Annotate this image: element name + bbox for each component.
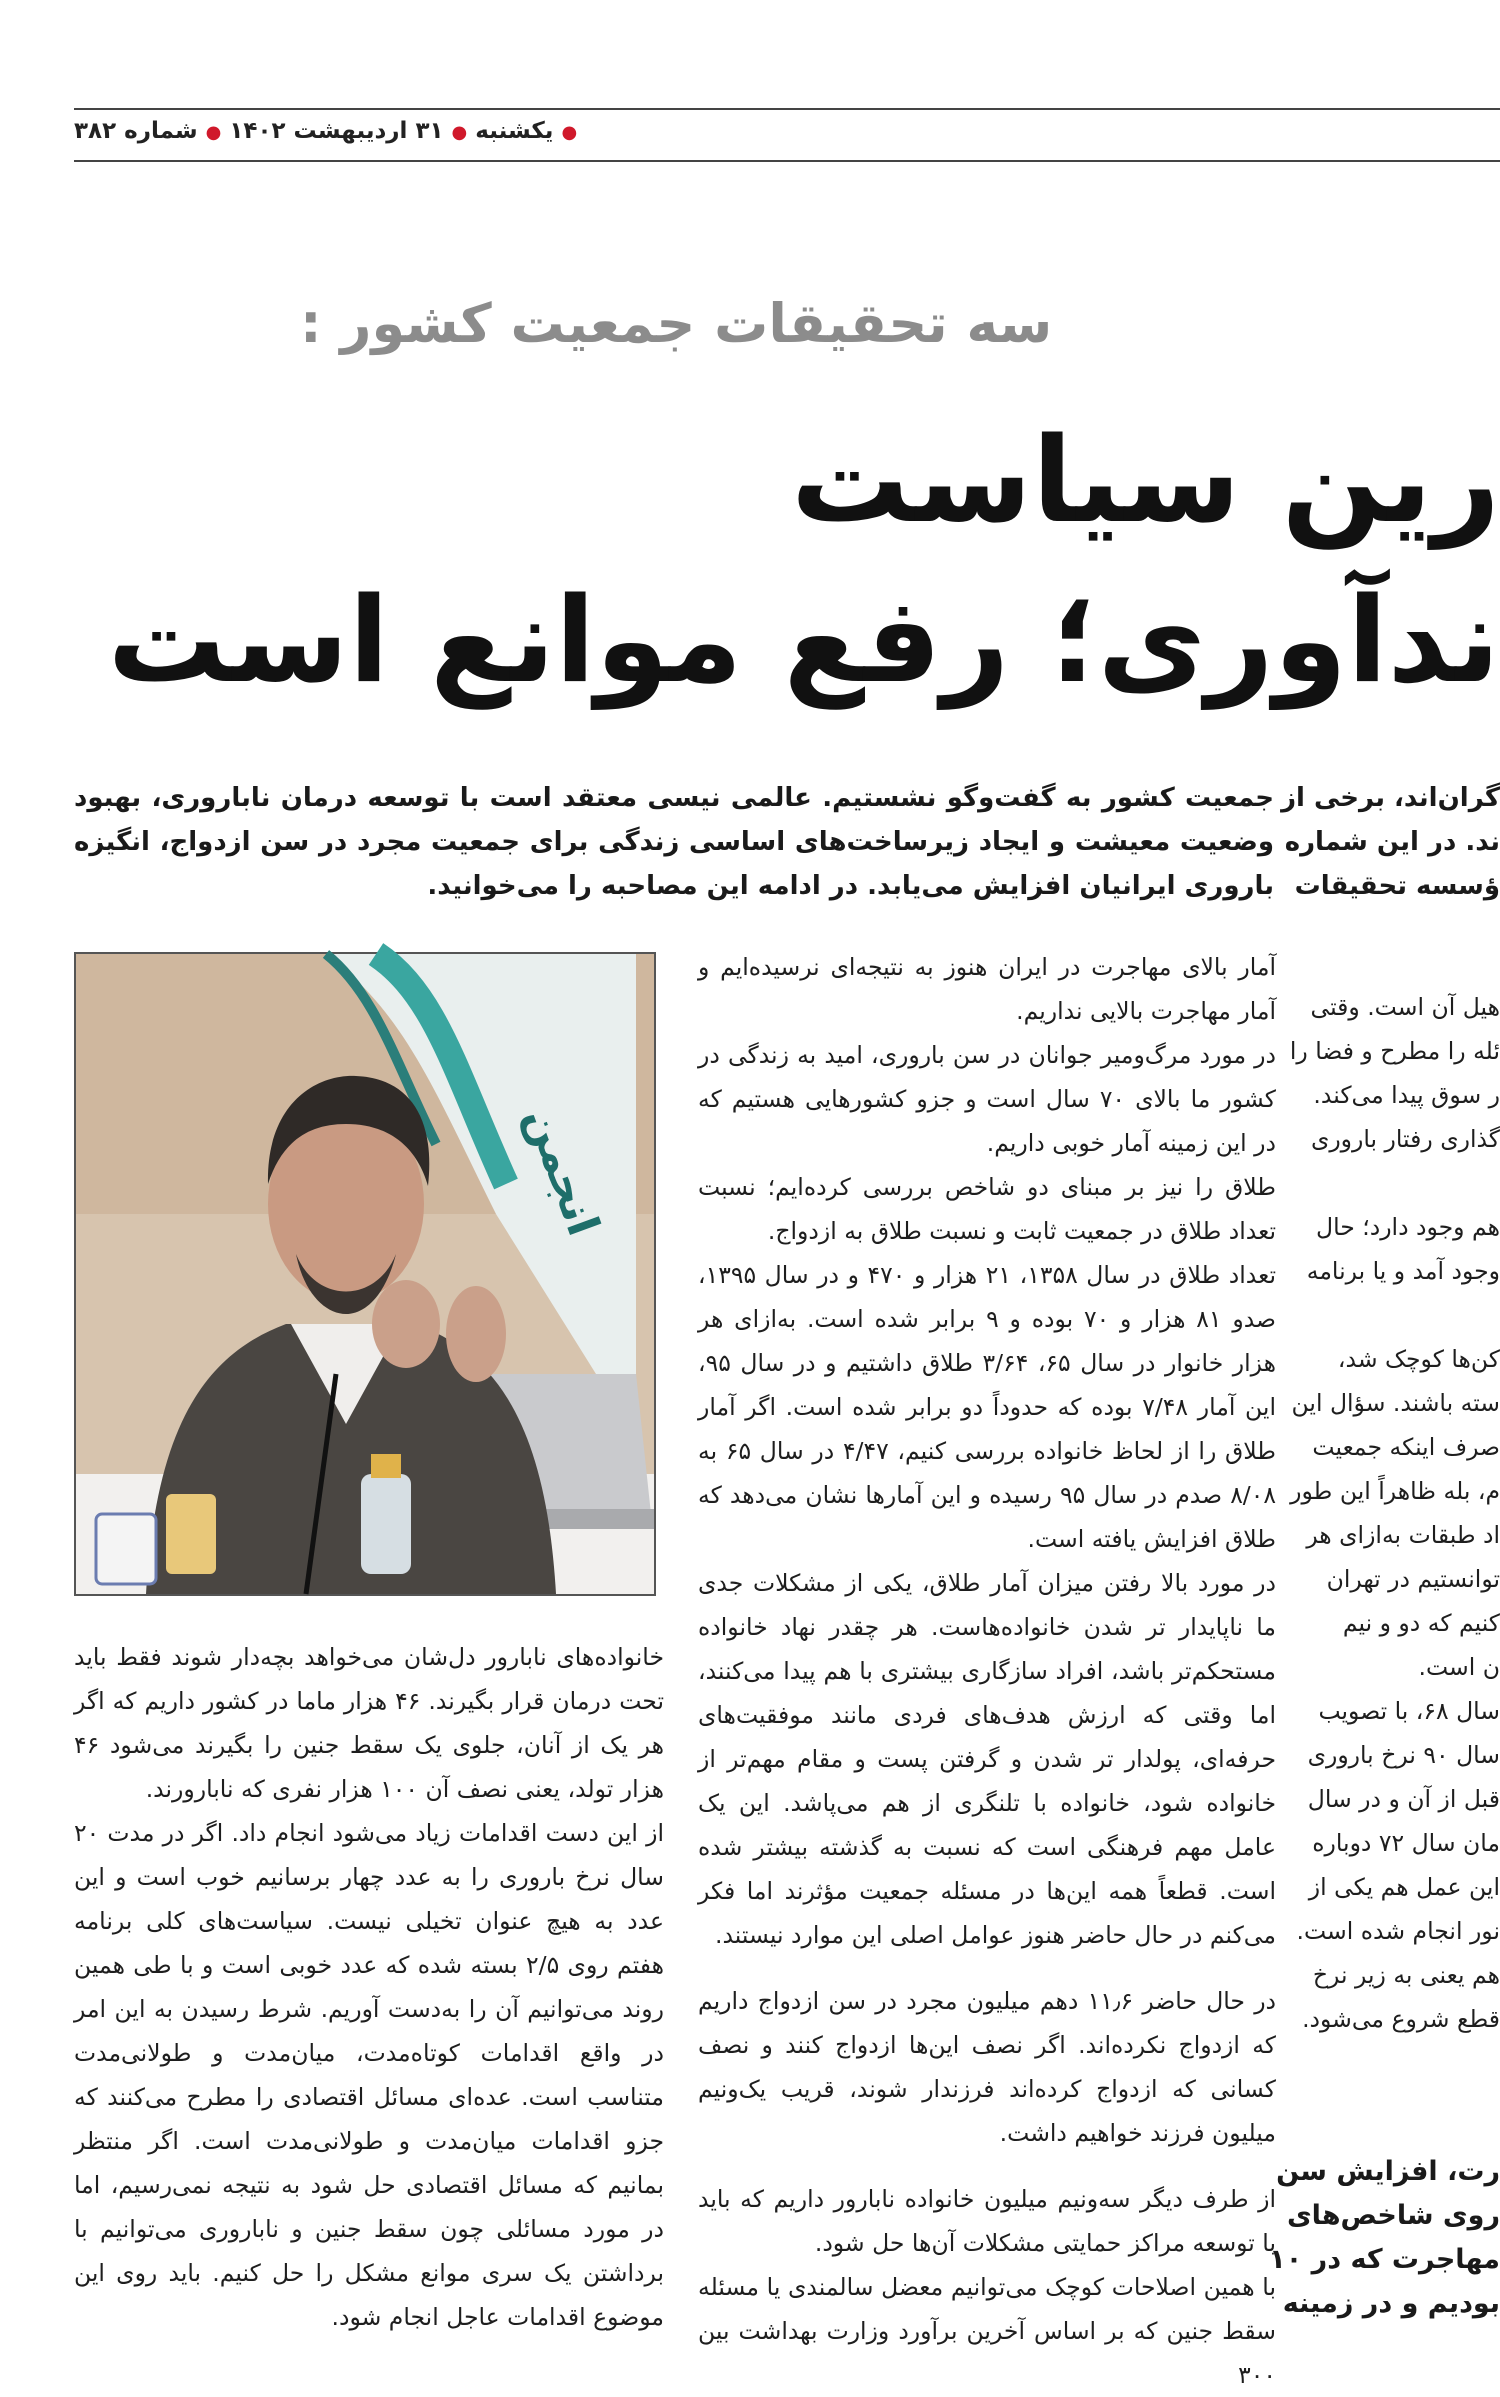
paragraph: در حال حاضر ۱۱٫۶ دهم میلیون مجرد در سن ازدواج داریم که ازدواج نکرده‌اند. اگر نصف این‌ها ازدواج کنند و نصف کسانی که ازدواج کرده‌اند فرزندار شوند، قریب یک‌ونیم میلیون فرزند خواهیم داشت. <box>698 1987 1277 2147</box>
paragraph: تعداد طلاق در سال ۱۳۵۸، ۲۱ هزار و ۴۷۰ و در سال ۱۳۹۵، صدو ۸۱ هزار و ۷۰ بوده و ۹ برابر شده است. به‌ازای هر هزار خانوار در سال ۶۵، ۳/۶۴ طلاق داشتیم و در سال ۹۵، این آمار ۷/۴۸ بوده که حدوداً دو برابر شده است. اگر آمار طلاق را از لحاظ خانواده بررسی کنیم، ۴/۴۷ در سال ۶۵ به ۸/۰۸ صدم در سال ۹۵ رسیده و این آمارها نشان می‌دهد که طلاق افزایش یافته است. <box>698 1261 1277 1553</box>
fragment-line: ن است. <box>1418 1653 1500 1681</box>
folio-day: یکشنبه <box>475 118 554 144</box>
lead-side-line: ند. در این شماره <box>1284 827 1500 857</box>
paragraph: آمار بالای مهاجرت در ایران هنوز به نتیجه‌ای نرسیده‌ایم و آمار مهاجرت بالایی نداریم. <box>698 953 1276 1025</box>
paragraph: از این دست اقدامات زیاد می‌شود انجام داد. اگر در مدت ۲۰ سال نرخ باروری را به عدد چهار برسانیم خوب است و این عدد به هیچ عنوان تخیلی نیست. سیاست‌های کلی برنامه هفتم روی ۲/۵ بسته شده که عدد خوبی است و با طی همین روند می‌توانیم آن را به‌دست آوریم. شرط رسیدن به این امر در واقع اقدامات کوتاه‌مدت، میان‌مدت و طولانی‌مدت متناسب است. عده‌ای مسائل اقتصادی را مطرح می‌کنند که جزو اقدامات میان‌مدت و طولانی‌مدت است. اگر منتظر بمانیم که مسائل اقتصادی حل شود به نتیجه نمی‌رسیم، اما در مورد مسائلی چون سقط جنین و ناباروری می‌توانیم با برداشتن یک سری موانع مشکل را حل کنیم. باید روی این موضوع اقدامات عاجل انجام شود. <box>74 1819 665 2331</box>
photo-illustration <box>76 954 654 1594</box>
fragment-line: قبل از آن و در سال <box>1307 1785 1500 1813</box>
fragment-line: هم وجود دارد؛ حال <box>1316 1213 1500 1241</box>
paragraph: در مورد بالا رفتن میزان آمار طلاق، یکی از مشکلات جدی ما ناپایدار تر شدن خانواده‌هاست. هر چقدر نهاد خانواده مستحکم‌تر باشد، افراد سازگاری بیشتری با هم پیدا می‌کنند، اما وقتی که ارزش هدف‌های فردی مانند موفقیت‌های حرفه‌ای، پولدار تر شدن و گرفتن پست و مقام مهم‌تر از خانواده شود، خانواده با تلنگری از هم می‌پاشد. این یک عامل مهم فرهنگی است که نسبت به گذشته بیشتر شده است. قطعاً همه این‌ها در مسئله جمعیت مؤثرند اما فکر می‌کنم در حال حاضر هنوز عوامل اصلی این موارد نیستند. <box>698 1569 1276 1949</box>
header-top-rule <box>74 108 1500 110</box>
headline-line-1: رین سیاست <box>791 411 1500 549</box>
fragment-line: ر سوق پیدا می‌کند. <box>1313 1081 1500 1109</box>
bullet-icon: ● <box>451 122 468 143</box>
fragment-line: صرف اینکه جمعیت <box>1312 1433 1500 1461</box>
paragraph: خانواده‌های نابارور دل‌شان می‌خواهد بچه‌دار شوند فقط باید تحت درمان قرار بگیرند. ۴۶ هزار ماما در کشور داریم که اگر هر یک از آنان، جلوی یک سقط جنین را بگیرند می‌شود ۴۶ هزار تولد، یعنی نصف آن ۱۰۰ هزار نفری که نابارورند. <box>74 1643 665 1803</box>
headline-line-2: ندآوری؛ رفع موانع است <box>107 571 1500 709</box>
fragment-line: وجود آمد و یا برنامه <box>1306 1257 1500 1285</box>
fragment-line: توانستیم در تهران <box>1326 1565 1500 1593</box>
flag-text: انجمن <box>515 1100 609 1243</box>
bullet-icon: ● <box>561 122 578 143</box>
lead-paragraph: جمعیت کشور به گفت‌وگو نشستیم. عالمی نیسی معتقد است با توسعه درمان ناباروری، بهبود وضعیت معیشت و ایجاد زیرساخت‌های اساسی زندگی برای جمعیت مجرد در سن ازدواج، انگیزه باروری ایرانیان افزایش می‌یابد. در ادامه این مصاحبه را می‌خوانید. <box>74 783 1274 901</box>
paragraph-gap <box>1320 1161 1500 1205</box>
fragment-line: اد طبقات به‌ازای هر <box>1306 1521 1500 1549</box>
fragment-line: نور انجام شده است. <box>1296 1917 1500 1945</box>
fragment-line: این عمل هم یکی از <box>1308 1873 1500 1901</box>
kicker: سه تحقیقات جمعیت کشور : <box>300 292 1053 355</box>
interview-photo <box>74 952 656 1596</box>
subheading-line: روی شاخص‌های <box>1286 2200 1500 2231</box>
fragment-line: م، بله ظاهراً این طور <box>1290 1477 1500 1505</box>
paragraph: از طرف دیگر سه‌ونیم میلیون خانواده نابارور داریم که باید با توسعه مراکز حمایتی مشکلات آن‌ها حل شود. <box>698 2185 1276 2257</box>
body-column-right-fragment <box>1289 985 1500 2041</box>
bullet-icon: ● <box>205 122 222 143</box>
fragment-line: مان سال ۷۲ دوباره <box>1312 1829 1500 1857</box>
lead-side-line: ؤسسه تحقیقات <box>1294 871 1500 901</box>
fragment-line: سال ۹۰ نرخ باروری <box>1307 1741 1500 1769</box>
fragment-line: سال ۶۸، با تصویب <box>1318 1697 1500 1725</box>
subheading-line: بودیم و در زمینه <box>1282 2288 1500 2319</box>
paragraph: طلاق را نیز بر مبنای دو شاخص بررسی کرده‌ایم؛ نسبت تعداد طلاق در جمعیت ثابت و نسبت طلاق به ازدواج. <box>698 1173 1276 1245</box>
fragment-line: کنیم که دو و نیم <box>1342 1609 1500 1637</box>
fragment-line: کن‌ها کوچک شد، <box>1337 1345 1500 1373</box>
header-bottom-rule <box>74 160 1500 162</box>
fragment-line: هم یعنی به زیر نرخ <box>1312 1961 1500 1989</box>
paragraph: با همین اصلاحات کوچک می‌توانیم معضل سالمندی یا مسئله سقط جنین که بر اساس آخرین برآورد وزارت بهداشت بین ۳۰۰ <box>698 2273 1276 2389</box>
subheading-line: مهاجرت که در ۱۰ <box>1269 2244 1500 2275</box>
fragment-line: ئله را مطرح و فضا را <box>1289 1037 1500 1065</box>
lead-side-line: گران‌اند، برخی از <box>1281 783 1500 813</box>
subheading-fragment <box>1269 2150 1500 2326</box>
folio-line <box>74 118 1494 144</box>
fragment-line: سته باشند. سؤال این <box>1291 1389 1500 1417</box>
subheading-line: رت، افزایش سن <box>1276 2156 1500 2187</box>
fragment-line: گذاری رفتار باروری <box>1310 1125 1500 1153</box>
paragraph-gap <box>1320 1293 1500 1337</box>
fragment-line: هیل آن است. وقتی <box>1310 993 1500 1021</box>
folio-date: ۳۱ اردیبهشت ۱۴۰۲ <box>229 118 444 144</box>
lead-side-fragment <box>1281 776 1500 908</box>
paragraph: در مورد مرگ‌ومیر جوانان در سن باروری، امید به زندگی در کشور ما بالای ۷۰ سال است و جزو کشورهایی هستیم که در این زمینه آمار خوبی داریم. <box>698 1041 1276 1157</box>
fragment-line: قطع شروع می‌شود. <box>1302 2005 1500 2033</box>
folio-issue: شماره ۳۸۲ <box>74 118 198 144</box>
body-column-center <box>698 945 1276 2397</box>
body-column-left <box>74 1635 664 2339</box>
